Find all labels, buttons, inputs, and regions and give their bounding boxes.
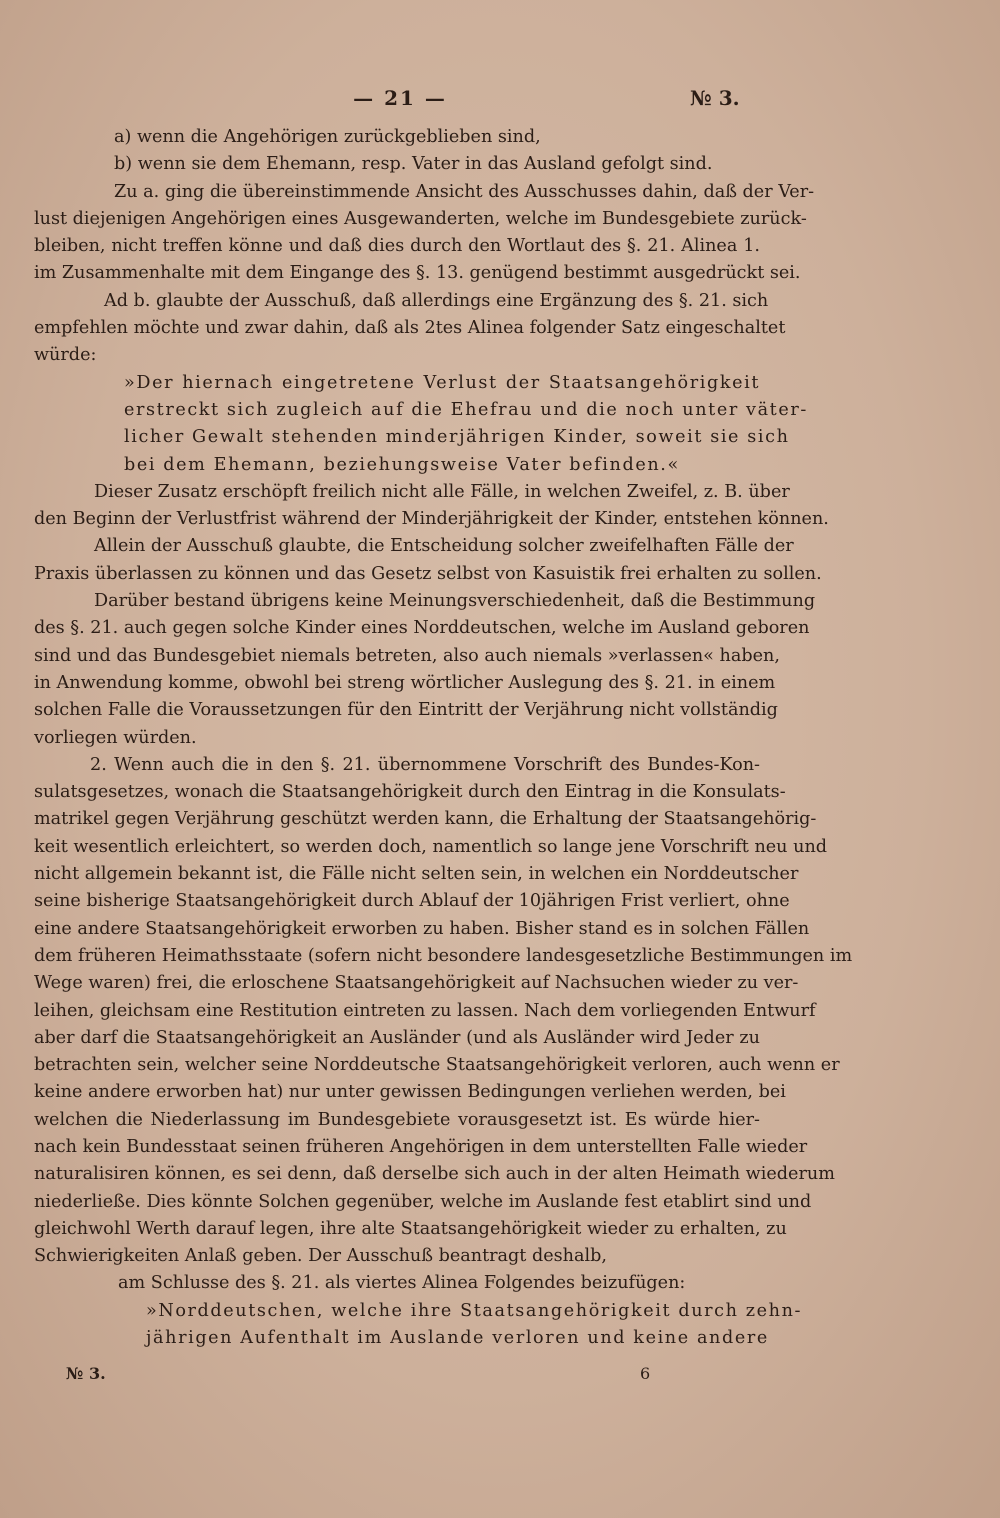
text-line: Schwierigkeiten Anlaß geben. Der Ausschuß beantragt deshalb,	[34, 1246, 607, 1267]
text-line: matrikel gegen Verjährung geschützt werden kann, die Erhaltung der Staatsangehörig-	[34, 809, 817, 830]
text-line: 2. Wenn auch die in den §. 21. übernommene Vorschrift des Bundes-Kon-	[90, 754, 760, 775]
page-header	[0, 86, 1000, 116]
printer-signature: 6	[640, 1364, 651, 1383]
text-line: empfehlen möchte und zwar dahin, daß als 2tes Alinea folgender Satz eingeschaltet	[34, 318, 786, 339]
text-line: eine andere Staatsangehörigkeit erworben zu haben. Bisher stand es in solchen Fällen	[34, 918, 810, 939]
text-line: leihen, gleichsam eine Restitution eintreten zu lassen. Nach dem vorliegenden Entwurf	[34, 1000, 816, 1021]
text-line: aber darf die Staatsangehörigkeit an Ausländer (und als Ausländer wird Jeder zu	[34, 1027, 760, 1048]
text-line: den Beginn der Verlustfrist während der Minderjährigkeit der Kinder, entstehen können.	[34, 509, 829, 530]
text-line: solchen Falle die Voraussetzungen für den Eintritt der Verjährung nicht vollständig	[34, 700, 778, 721]
text-line: Darüber bestand übrigens keine Meinungsverschiedenheit, daß die Bestimmung	[94, 591, 816, 612]
text-line: seine bisherige Staatsangehörigkeit durch Ablauf der 10jährigen Frist verliert, ohne	[34, 891, 790, 912]
text-line: in Anwendung komme, obwohl bei streng wörtlicher Auslegung des §. 21. in einem	[34, 672, 776, 693]
text-line: am Schlusse des §. 21. als viertes Alinea Folgendes beizufügen:	[118, 1273, 686, 1294]
text-line: »Der hiernach eingetretene Verlust der Staatsangehörigkeit	[124, 372, 760, 393]
text-line: nach kein Bundesstaat seinen früheren Angehörigen in dem unterstellten Falle wieder	[34, 1136, 808, 1157]
text-line: Wege waren) frei, die erloschene Staatsangehörigkeit auf Nachsuchen wieder zu ver-	[34, 973, 799, 994]
text-line: naturalisiren können, es sei denn, daß derselbe sich auch in der alten Heimath wiederum	[34, 1164, 835, 1185]
text-line: »Norddeutschen, welche ihre Staatsangehörigkeit durch zehn-	[146, 1300, 803, 1321]
text-line: b) wenn sie dem Ehemann, resp. Vater in das Ausland gefolgt sind.	[114, 154, 713, 175]
page-footer	[0, 1364, 1000, 1388]
text-line: keit wesentlich erleichtert, so werden doch, namentlich so lange jene Vorschrift neu und	[34, 836, 828, 857]
text-line: Praxis überlassen zu können und das Gesetz selbst von Kasuistik frei erhalten zu sollen.	[34, 563, 822, 584]
text-line: sind und das Bundesgebiet niemals betreten, also auch niemals »verlassen« haben,	[34, 645, 780, 666]
text-line: betrachten sein, welcher seine Norddeutsche Staatsangehörigkeit verloren, auch wenn er	[34, 1055, 840, 1076]
text-line: lust diejenigen Angehörigen eines Ausgewanderten, welche im Bundesgebiete zurück-	[34, 208, 807, 229]
text-line: jährigen Aufenthalt im Auslande verloren und keine andere	[146, 1328, 769, 1349]
footer-sheet-number: № 3.	[66, 1364, 106, 1383]
text-line: bleiben, nicht treffen könne und daß dies durch den Wortlaut des §. 21. Alinea 1.	[34, 236, 760, 257]
body-text	[34, 124, 853, 1352]
text-line: vorliegen würden.	[34, 727, 197, 748]
text-line: Allein der Ausschuß glaubte, die Entscheidung solcher zweifelhaften Fälle der	[94, 536, 794, 557]
text-line: keine andere erworben hat) nur unter gewissen Bedingungen verliehen werden, bei	[34, 1082, 786, 1103]
text-line: im Zusammenhalte mit dem Eingange des §. 13. genügend bestimmt ausgedrückt sei.	[34, 263, 801, 284]
text-line: gleichwohl Werth darauf legen, ihre alte Staatsangehörigkeit wieder zu erhalten, zu	[34, 1218, 787, 1239]
text-line: licher Gewalt stehenden minderjährigen Kinder, soweit sie sich	[124, 427, 790, 448]
text-line: würde:	[34, 345, 97, 366]
text-line: nicht allgemein bekannt ist, die Fälle nicht selten sein, in welchen ein Norddeutscher	[34, 864, 799, 885]
text-line: erstreckt sich zugleich auf die Ehefrau und die noch unter väter-	[124, 399, 808, 420]
text-line: niederließe. Dies könnte Solchen gegenüber, welche im Auslande fest etablirt sind und	[34, 1191, 812, 1212]
text-line: bei dem Ehemann, beziehungsweise Vater befinden.«	[124, 454, 680, 475]
text-line: Ad b. glaubte der Ausschuß, daß allerdings eine Ergänzung des §. 21. sich	[104, 290, 769, 311]
text-line: sulatsgesetzes, wonach die Staatsangehörigkeit durch den Eintrag in die Konsulats-	[34, 782, 786, 803]
text-line: a) wenn die Angehörigen zurückgeblieben sind,	[114, 127, 541, 147]
sheet-number: № 3.	[690, 86, 740, 110]
text-line: Zu a. ging die übereinstimmende Ansicht des Ausschusses dahin, daß der Ver-	[114, 181, 815, 202]
text-line: Dieser Zusatz erschöpft freilich nicht alle Fälle, in welchen Zweifel, z. B. über	[94, 481, 790, 502]
text-line: dem früheren Heimathsstaate (sofern nicht besondere landesgesetzliche Bestimmungen im	[34, 945, 853, 966]
text-line: welchen die Niederlassung im Bundesgebiete vorausgesetzt ist. Es würde hier-	[34, 1109, 760, 1130]
text-line: des §. 21. auch gegen solche Kinder eines Norddeutschen, welche im Ausland geboren	[34, 618, 810, 639]
page-number: — 21 —	[353, 86, 447, 110]
